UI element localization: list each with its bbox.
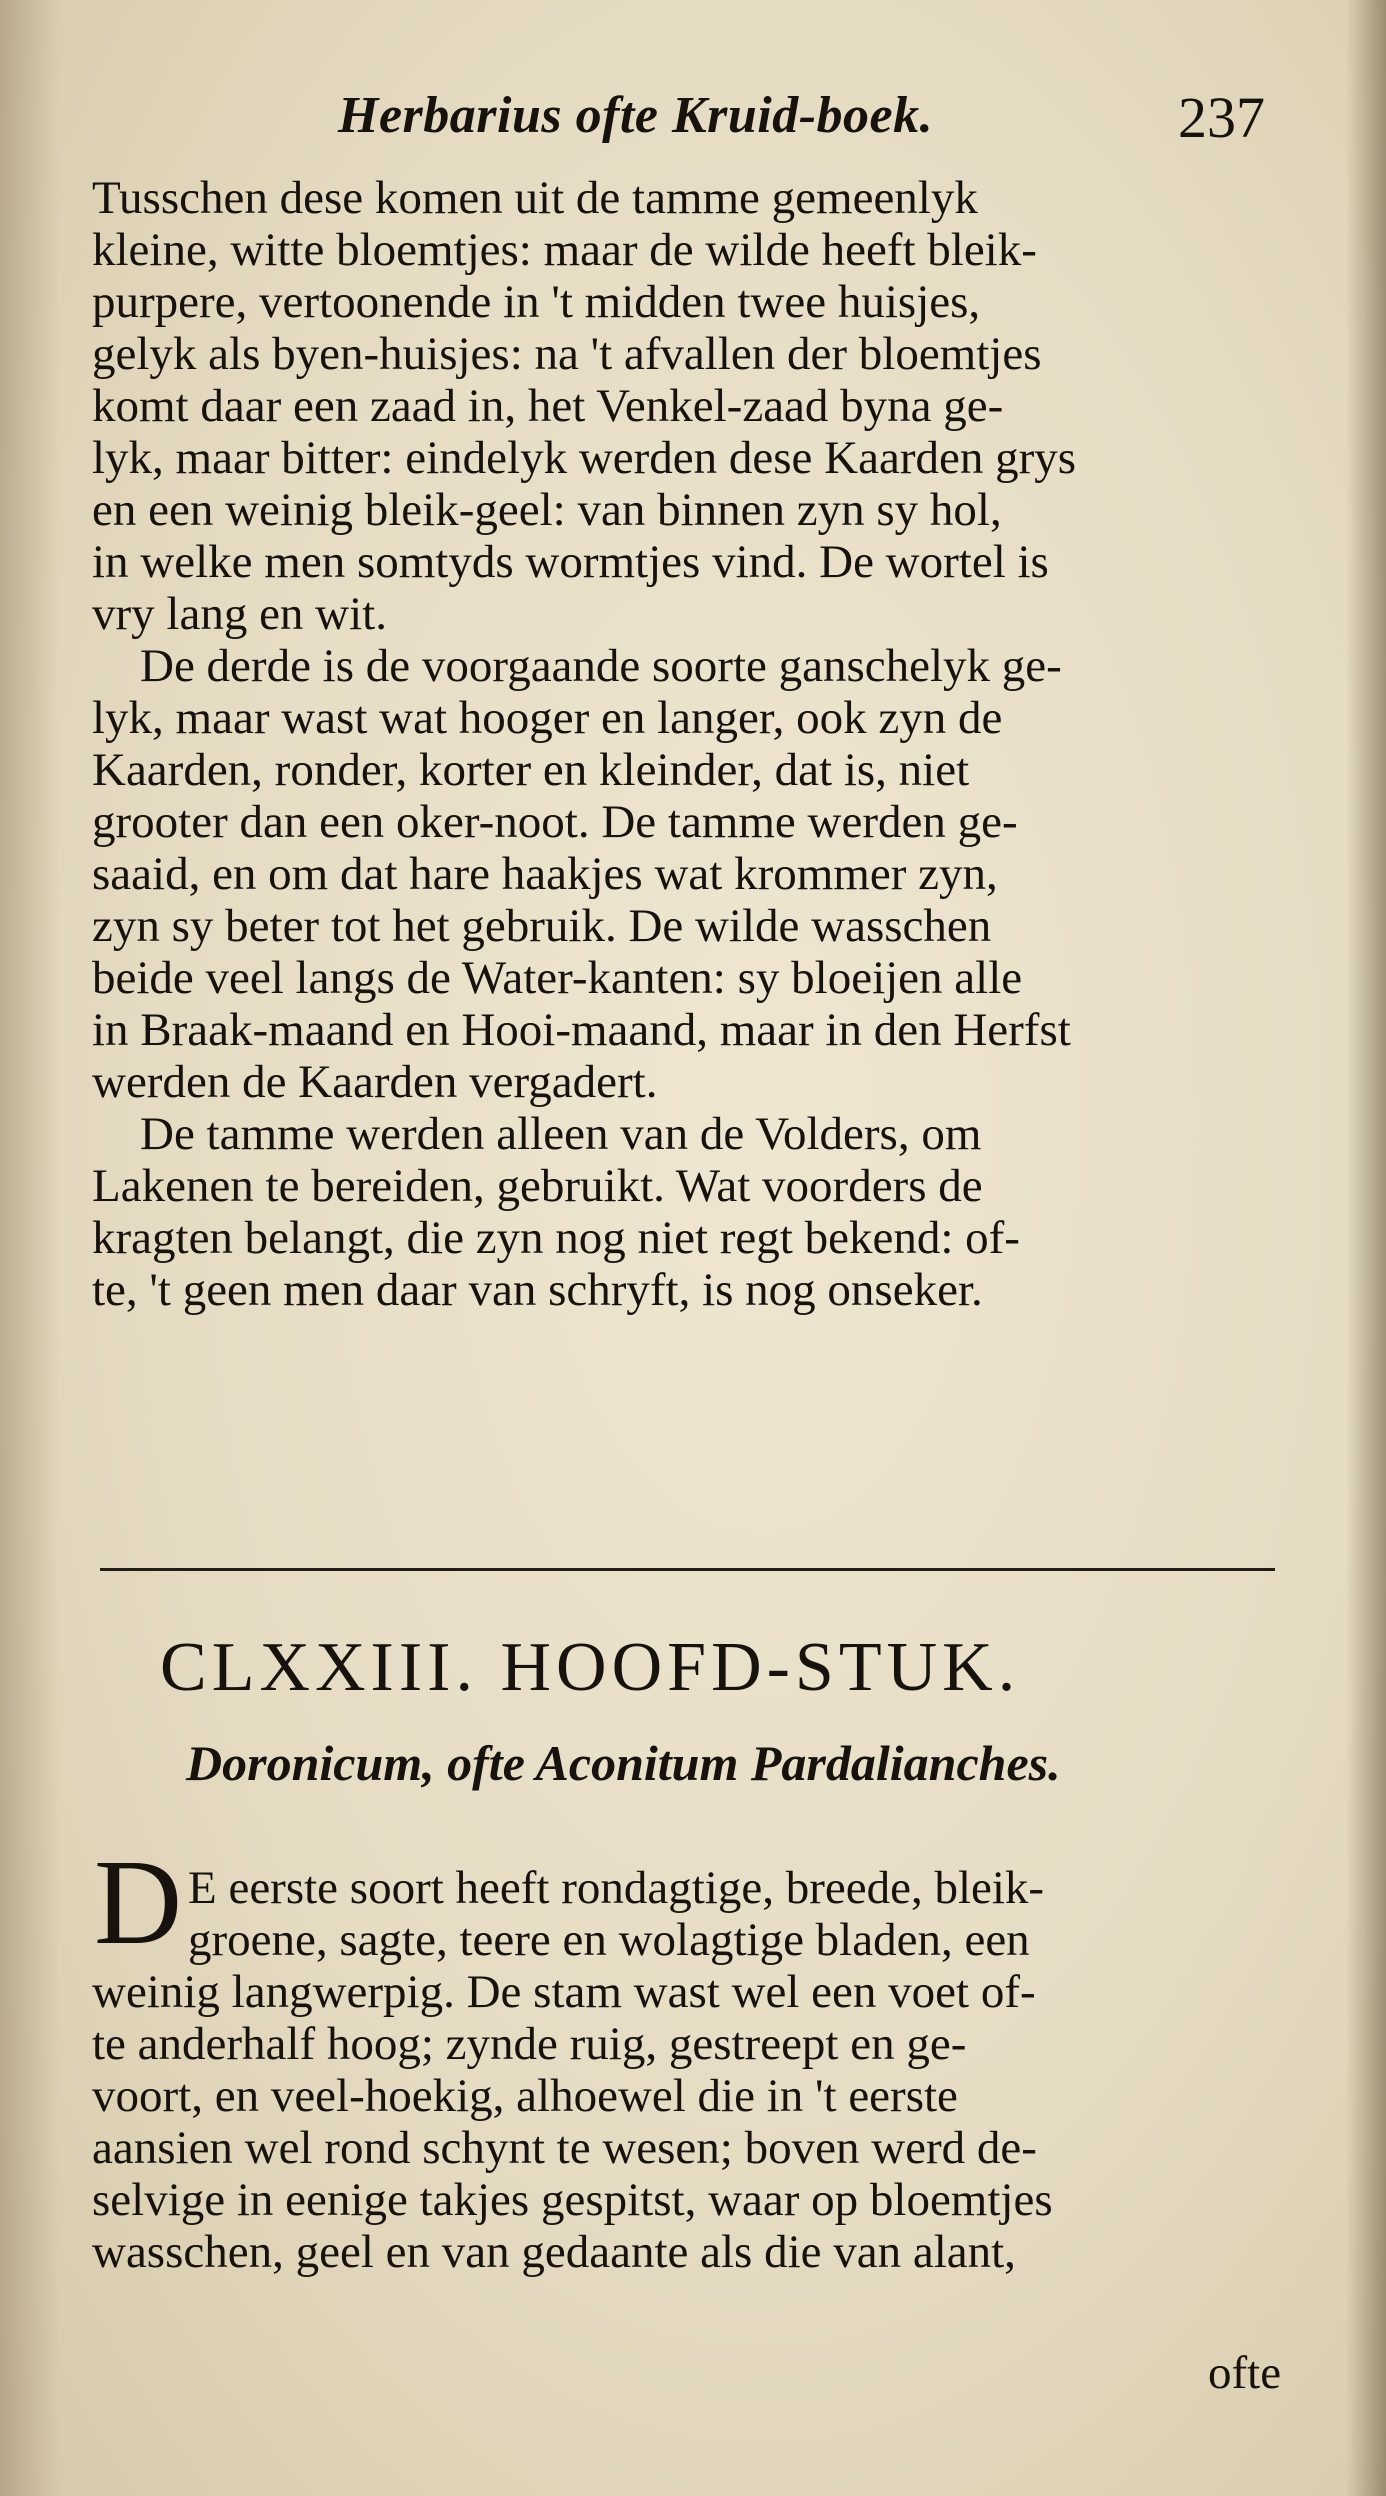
section-1-body <box>92 172 1292 1316</box>
text-line: selvige in eenige takjes gespitst, waar op bloemtjes <box>92 2174 1053 2226</box>
chapter-subtitle: Doronicum, ofte Aconitum Pardalianches. <box>186 1735 1061 1791</box>
text-line: kragten belangt, die zyn nog niet regt bekend: of- <box>92 1212 1020 1264</box>
chapter-title: CLXXIII. HOOFD-STUK. <box>160 1629 1021 1706</box>
text-line: voort, en veel-hoekig, alhoewel die in 't eerste <box>92 2070 958 2122</box>
text-line: kleine, witte bloemtjes: maar de wilde heeft bleik- <box>92 224 1037 276</box>
text-line: vry lang en wit. <box>92 588 387 640</box>
text-line: groene, sagte, teere en wolagtige bladen, een <box>188 1914 1030 1966</box>
page-header <box>0 80 1386 160</box>
text-line: zyn sy beter tot het gebruik. De wilde wasschen <box>92 900 992 952</box>
text-line: in Braak-maand en Hooi-maand, maar in den Herfst <box>92 1004 1071 1056</box>
text-line: lyk, maar wast wat hooger en langer, ook zyn de <box>92 692 1003 744</box>
text-line: in welke men somtyds wormtjes vind. De wortel is <box>92 536 1049 588</box>
text-line: Lakenen te bereiden, gebruikt. Wat voorders de <box>92 1160 983 1212</box>
catchword: ofte <box>1208 2347 1282 2399</box>
text-line: saaid, en om dat hare haakjes wat krommer zyn, <box>92 848 998 900</box>
running-head: Herbarius ofte Kruid-boek. <box>338 87 934 144</box>
section-divider-rule <box>100 1568 1275 1571</box>
text-line: purpere, vertoonende in 't midden twee huisjes, <box>92 276 981 328</box>
text-line: Kaarden, ronder, korter en kleinder, dat is, niet <box>92 744 970 796</box>
text-line: aansien wel rond schynt te wesen; boven werd de- <box>92 2122 1037 2174</box>
page-edge-shadow <box>1346 0 1386 2496</box>
section-2-body <box>92 1862 1292 2278</box>
page-gutter-shadow <box>0 0 60 2496</box>
text-line: weinig langwerpig. De stam wast wel een voet of- <box>92 1966 1036 2018</box>
text-line: en een weinig bleik-geel: van binnen zyn sy hol, <box>92 484 1002 536</box>
text-line: komt daar een zaad in, het Venkel-zaad byna ge- <box>92 380 1004 432</box>
text-line: gelyk als byen-huisjes: na 't afvallen der bloemtjes <box>92 328 1042 380</box>
text-line: werden de Kaarden vergadert. <box>92 1056 658 1108</box>
text-line: beide veel langs de Water-kanten: sy bloeijen alle <box>92 952 1023 1004</box>
page-number: 237 <box>1178 85 1265 150</box>
text-line: te anderhalf hoog; zynde ruig, gestreept en ge- <box>92 2018 967 2070</box>
text-line: E eerste soort heeft rondagtige, breede, bleik- <box>188 1862 1045 1914</box>
text-line: grooter dan een oker-noot. De tamme werden ge- <box>92 796 1018 848</box>
text-line: wasschen, geel en van gedaante als die van alant, <box>92 2226 1016 2278</box>
text-line: lyk, maar bitter: eindelyk werden dese Kaarden grys <box>92 432 1077 484</box>
text-line: Tusschen dese komen uit de tamme gemeenlyk <box>92 172 978 224</box>
paragraph-start-line: De derde is de voorgaande soorte ganschelyk ge- <box>140 640 1062 692</box>
drop-cap: D <box>94 1835 183 1970</box>
text-line: te, 't geen men daar van schryft, is nog onseker. <box>92 1264 983 1316</box>
paragraph-start-line: De tamme werden alleen van de Volders, om <box>140 1108 982 1160</box>
